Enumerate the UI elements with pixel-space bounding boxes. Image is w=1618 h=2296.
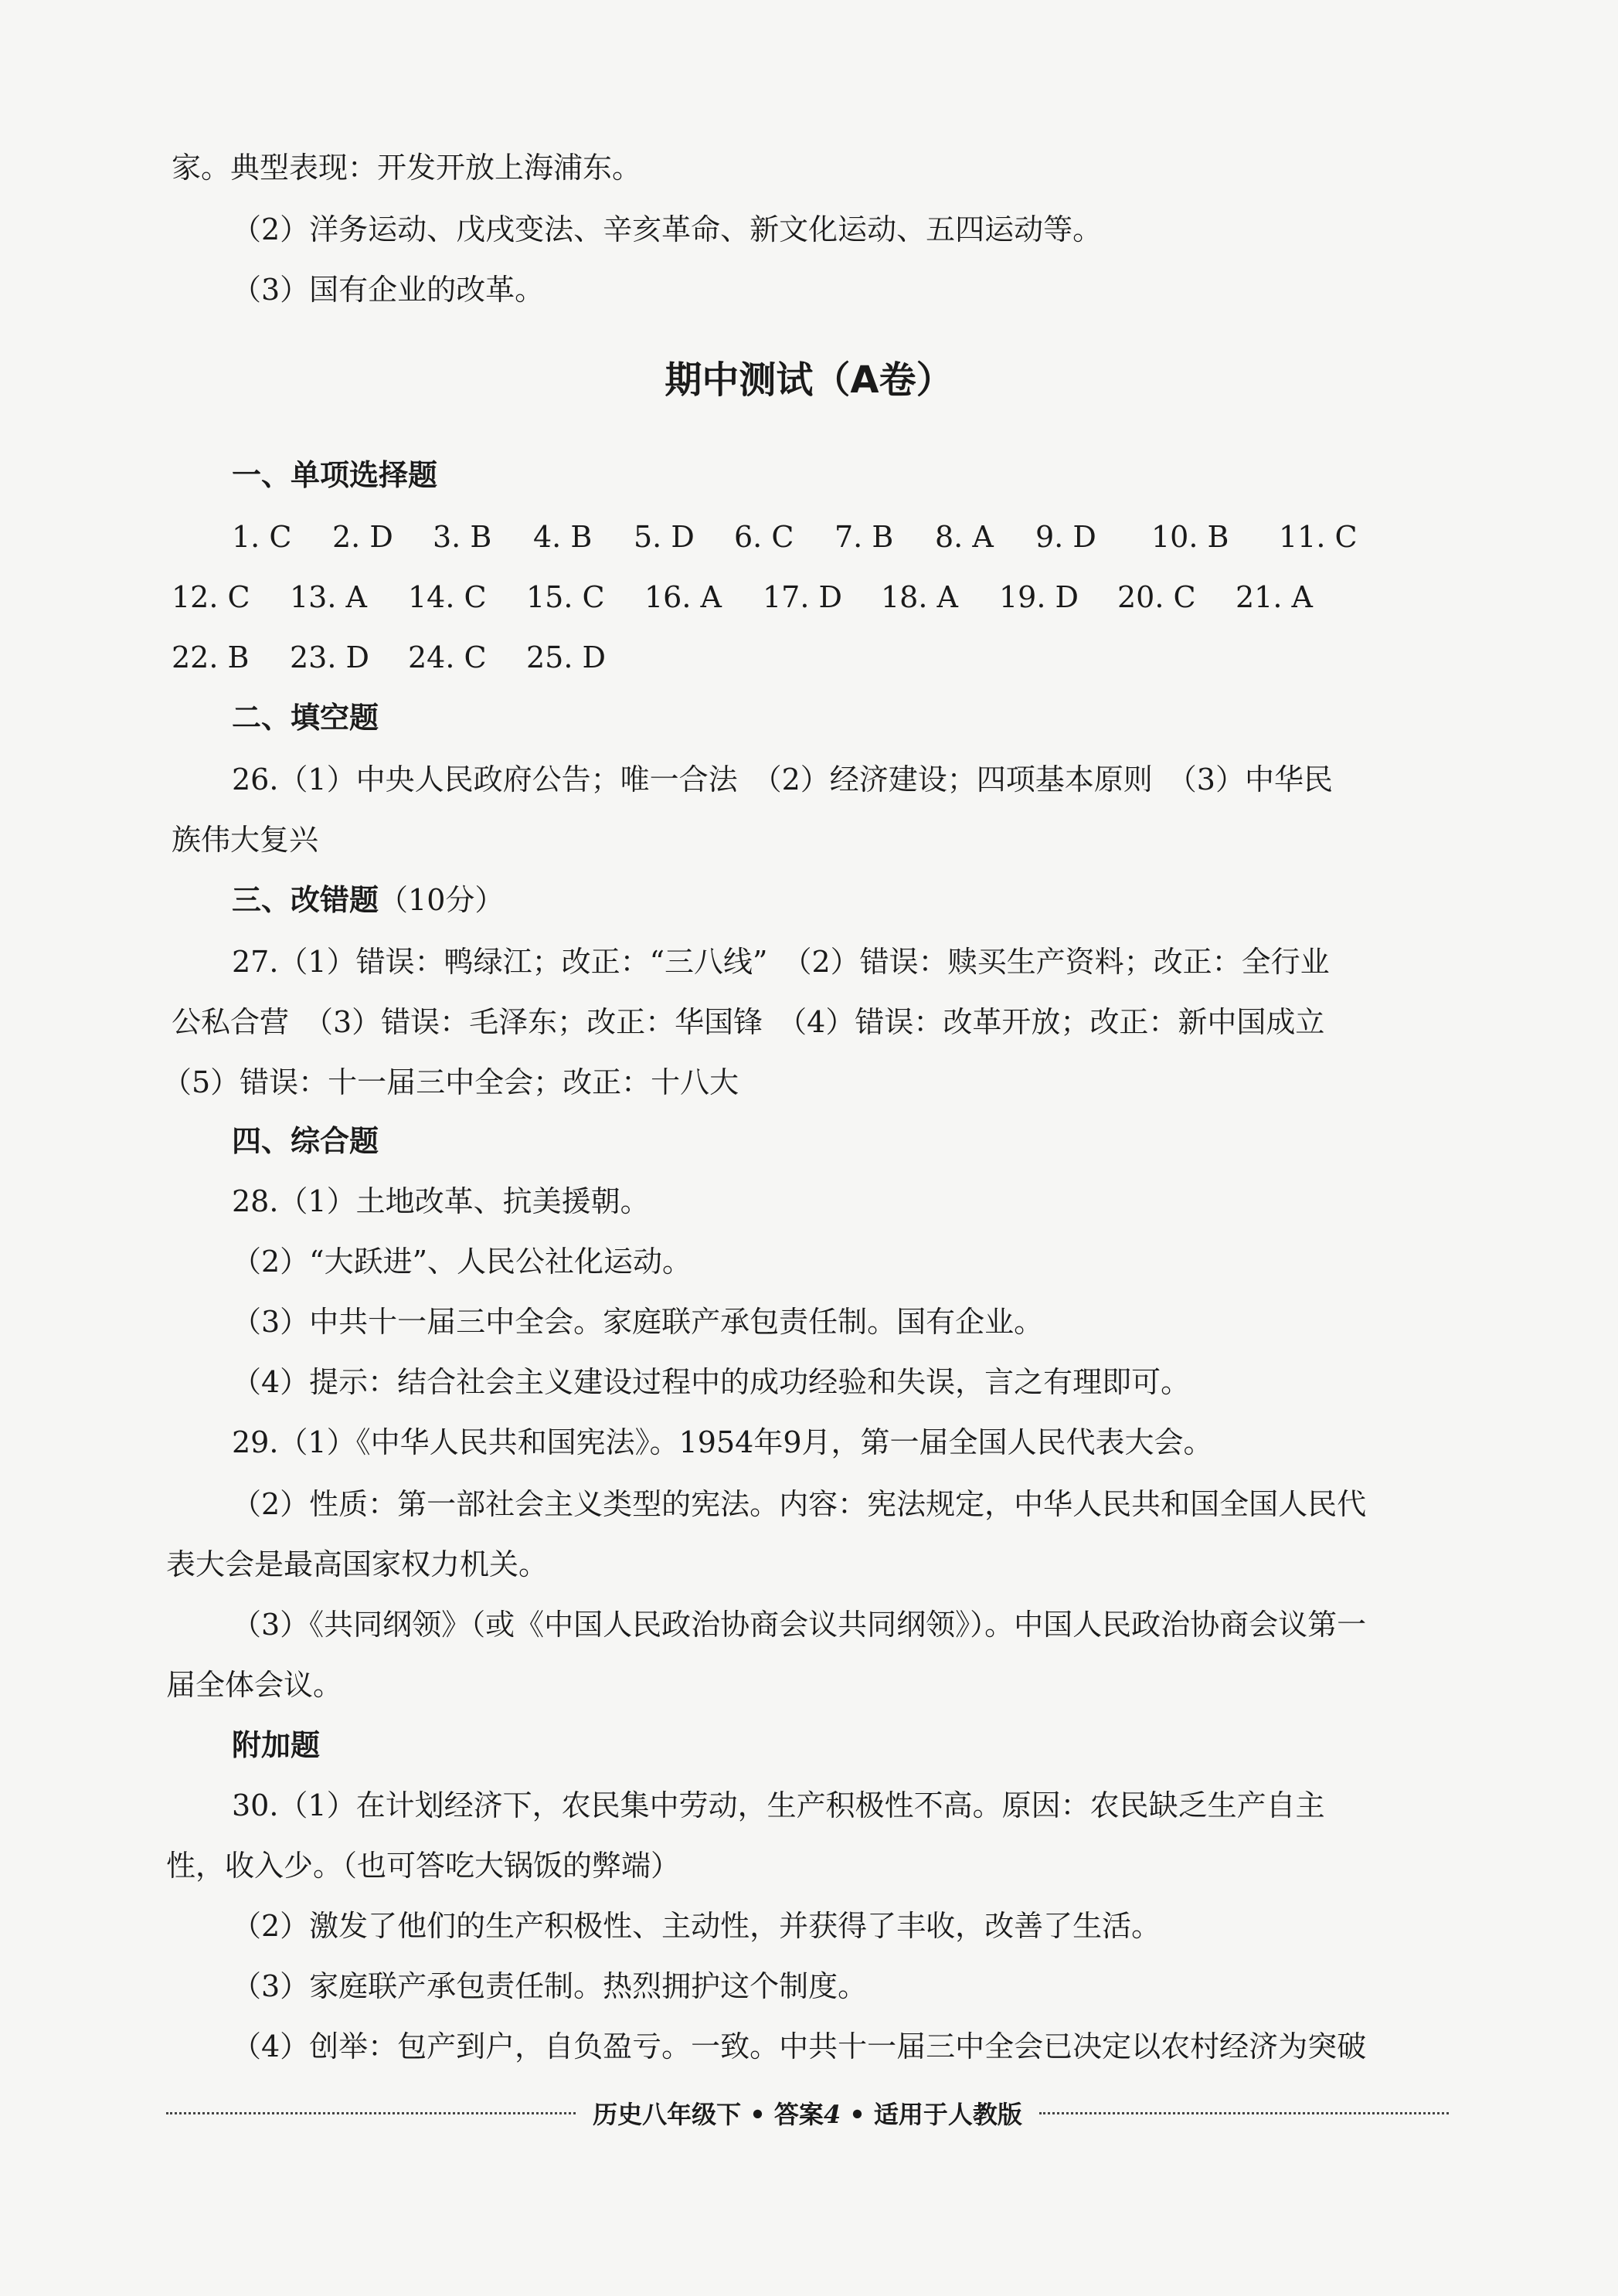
choice-answer: 8. A (935, 520, 994, 554)
intro-line-2: （2）洋务运动、戊戌变法、辛亥革命、新文化运动、五四运动等。 (232, 212, 1103, 246)
section-heading-choice: 一、单项选择题 (232, 458, 438, 492)
choice-answer: 11. C (1279, 520, 1358, 554)
comprehensive-line-3: （3）中共十一届三中全会。家庭联产承包责任制。国有企业。 (232, 1305, 1044, 1339)
comprehensive-line-1: 28.（1）土地改革、抗美援朝。 (232, 1184, 650, 1218)
bonus-line-5: （4）创举：包产到户，自负盈亏。一致。中共十一届三中全会已决定以农村经济为突破 (232, 2029, 1367, 2063)
correction-line-1: 27.（1）错误：鸭绿江；改正：“三八线” （2）错误：赎买生产资料；改正：全行业 (232, 945, 1330, 979)
section-heading-comprehensive: 四、综合题 (232, 1124, 379, 1158)
comprehensive-line-5: 29.（1）《中华人民共和国宪法》。1954年9月，第一届全国人民代表大会。 (232, 1425, 1213, 1459)
page-footer (166, 2094, 1449, 2132)
footer-dotted-rule-right (1039, 2112, 1449, 2114)
section-heading-bonus: 附加题 (232, 1728, 321, 1762)
comprehensive-line-7: 表大会是最高国家权力机关。 (166, 1547, 549, 1581)
choice-answer: 18. A (881, 580, 958, 614)
footer-prefix: 历史八年级下 • 答案 (593, 2100, 824, 2129)
choice-answer: 14. C (408, 580, 487, 614)
choice-answer: 20. C (1117, 580, 1196, 614)
correction-line-3: （5）错误：十一届三中全会；改正：十八大 (162, 1065, 739, 1099)
choice-answer: 23. D (290, 640, 369, 674)
choice-answer: 6. C (734, 520, 794, 554)
section-heading-correction-row (232, 881, 504, 919)
choice-answer: 9. D (1035, 520, 1096, 554)
section-heading-correction: 三、改错题 (232, 883, 379, 917)
choice-answer: 12. C (172, 580, 250, 614)
page-title: 期中测试（A卷） (665, 358, 953, 402)
section-score: （10分） (379, 883, 505, 917)
choice-answer: 15. C (526, 580, 605, 614)
bonus-line-3: （2）激发了他们的生产积极性、主动性，并获得了丰收，改善了生活。 (232, 1909, 1161, 1943)
footer-text (576, 2095, 1039, 2131)
section-heading-fill: 二、填空题 (232, 701, 379, 735)
comprehensive-line-8: （3）《共同纲领》（或《中国人民政治协商会议共同纲领》）。中国人民政治协商会议第一 (232, 1608, 1367, 1642)
comprehensive-line-6: （2）性质：第一部社会主义类型的宪法。内容：宪法规定，中华人民共和国全国人民代 (232, 1487, 1367, 1521)
choice-answer: 5. D (634, 520, 695, 554)
fill-line-2: 族伟大复兴 (172, 823, 319, 857)
comprehensive-line-2: （2）“大跃进”、人民公社化运动。 (232, 1245, 692, 1279)
intro-line-3: （3）国有企业的改革。 (232, 273, 545, 307)
choice-answer: 21. A (1236, 580, 1313, 614)
fill-line-1: 26.（1）中央人民政府公告；唯一合法 （2）经济建设；四项基本原则 （3）中华民 (232, 763, 1333, 796)
bonus-line-2: 性，收入少。（也可答吃大锅饭的弊端） (166, 1849, 681, 1883)
choice-answer: 22. B (172, 640, 250, 674)
comprehensive-line-9: 届全体会议。 (166, 1668, 343, 1702)
choice-answer: 2. D (332, 520, 393, 554)
choice-answer: 1. C (232, 520, 292, 554)
choice-answer: 4. B (533, 520, 593, 554)
intro-line-1: 家。典型表现：开发开放上海浦东。 (172, 151, 642, 185)
bonus-line-4: （3）家庭联产承包责任制。热烈拥护这个制度。 (232, 1969, 868, 2003)
choice-answer: 3. B (433, 520, 492, 554)
choice-answer: 25. D (526, 640, 606, 674)
footer-suffix: • 适用于人教版 (841, 2100, 1022, 2129)
choice-answer: 7. B (834, 520, 894, 554)
footer-dotted-rule-left (166, 2112, 576, 2114)
choice-answer: 24. C (408, 640, 487, 674)
bonus-line-1: 30.（1）在计划经济下，农民集中劳动，生产积极性不高。原因：农民缺乏生产自主 (232, 1788, 1325, 1822)
choice-answer: 17. D (763, 580, 842, 614)
choice-answer: 16. A (644, 580, 722, 614)
comprehensive-line-4: （4）提示：结合社会主义建设过程中的成功经验和失误，言之有理即可。 (232, 1365, 1191, 1399)
choice-answer: 13. A (290, 580, 367, 614)
choice-answer: 19. D (999, 580, 1079, 614)
correction-line-2: 公私合营 （3）错误：毛泽东；改正：华国锋 （4）错误：改革开放；改正：新中国成立 (172, 1005, 1325, 1039)
choice-answer: 10. B (1151, 520, 1229, 554)
footer-page-number: 4 (823, 2100, 841, 2129)
